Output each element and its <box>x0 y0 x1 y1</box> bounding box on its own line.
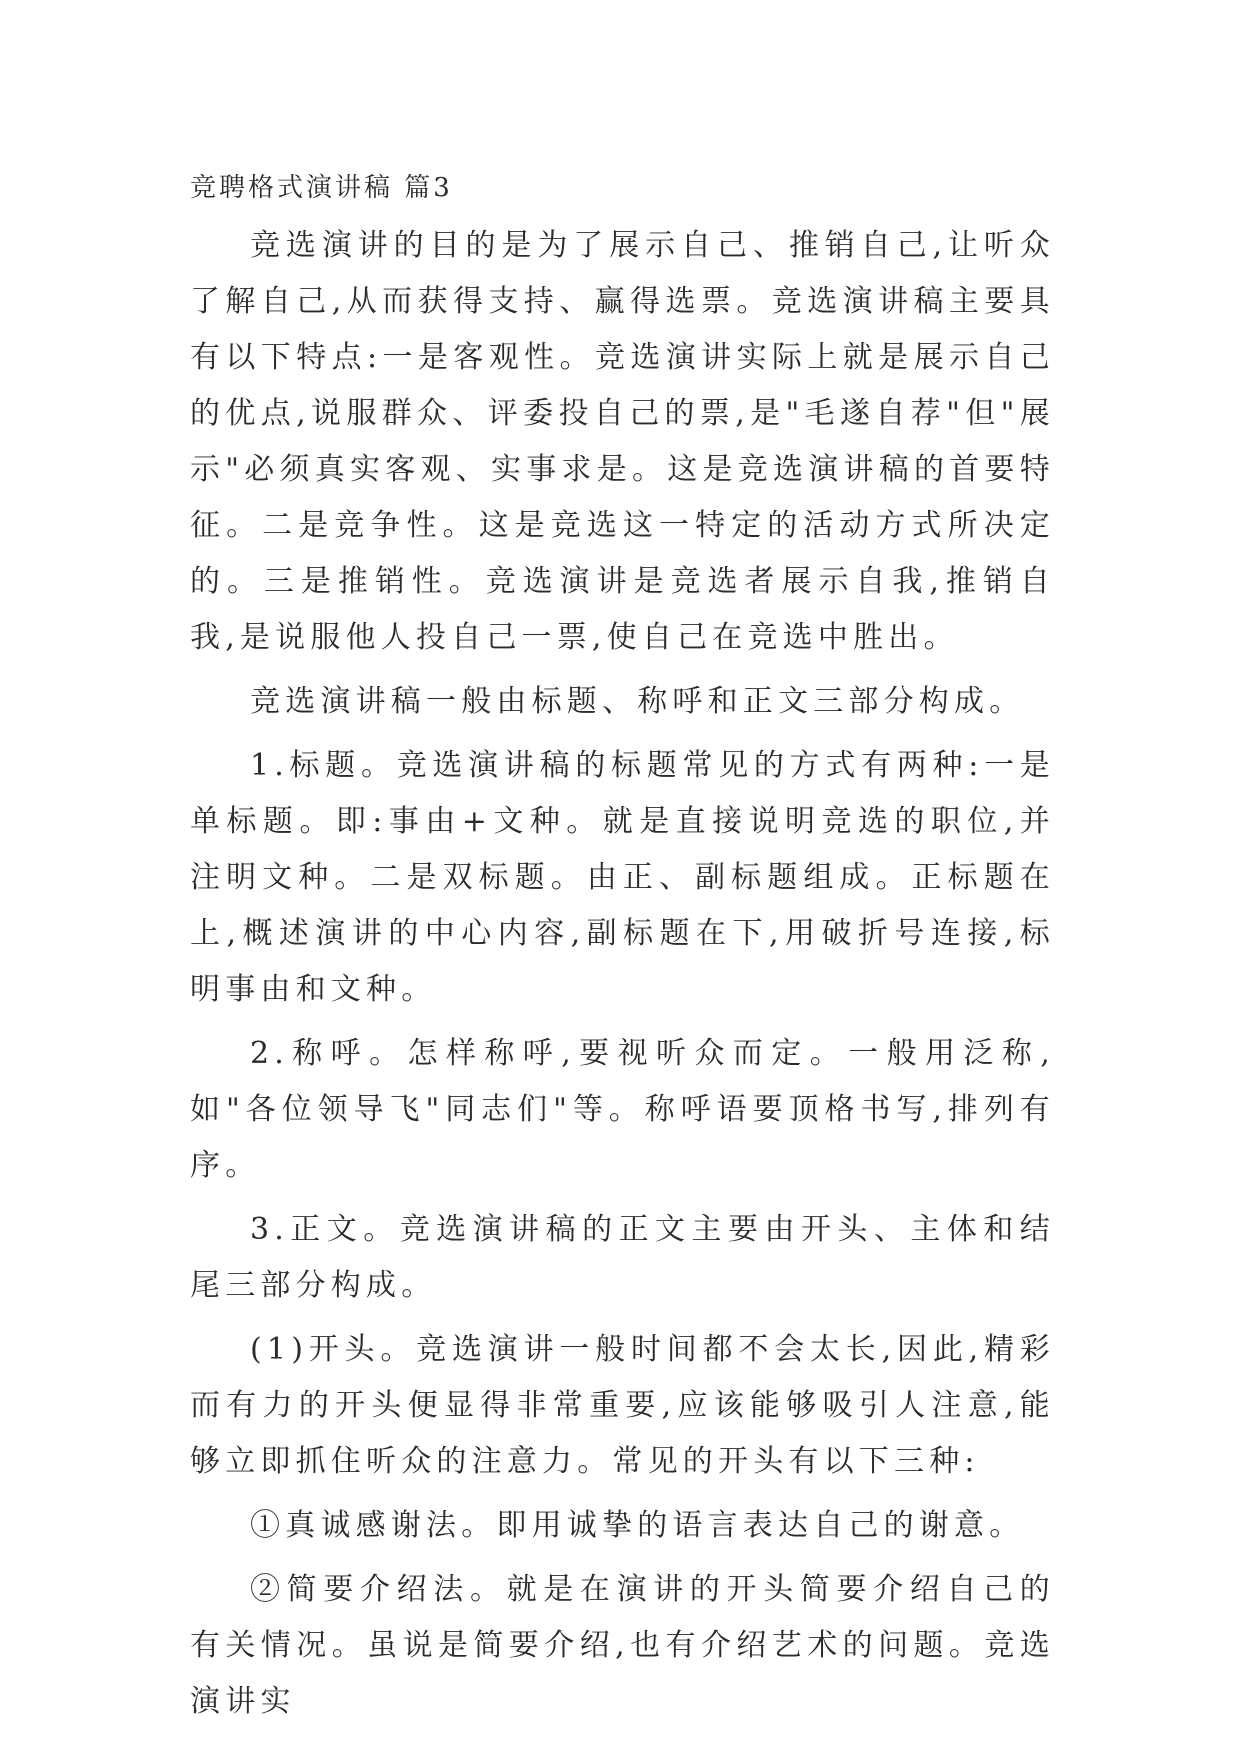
document-body <box>190 166 1055 1738</box>
paragraph-method-introduction: ②简要介绍法。就是在演讲的开头简要介绍自己的有关情况。虽说是简要介绍,也有介绍艺术的问题。竞选演讲实 <box>190 1572 1055 1719</box>
paragraph-intro: 竞选演讲的目的是为了展示自己、推销自己,让听众了解自己,从而获得支持、赢得选票。竞选演讲稿主要具有以下特点:一是客观性。竞选演讲实际上就是展示自己的优点,说服群众、评委投自己的票,是"毛遂自荐"但"展示"必须真实客观、实事求是。这是竞选演讲稿的首要特征。二是竞争性。这是竞选这一特定的活动方式所决定的。三是推销性。竞选演讲是竞选者展示自我,推销自我,是说服他人投自己一票,使自己在竞选中胜出。 <box>190 228 1055 655</box>
paragraph-opening-section: (1)开头。竞选演讲一般时间都不会太长,因此,精彩而有力的开头便显得非常重要,应该能够吸引人注意,能够立即抓住听众的注意力。常见的开头有以下三种: <box>190 1332 1055 1479</box>
paragraph-method-thanks: ①真诚感谢法。即用诚挚的语言表达自己的谢意。 <box>250 1508 1025 1543</box>
paragraph-title-section: 1.标题。竞选演讲稿的标题常见的方式有两种:一是单标题。即:事由+文种。就是直接说明竞选的职位,并注明文种。二是双标题。由正、副标题组成。正标题在上,概述演讲的中心内容,副标题在下,用破折号连接,标明事由和文种。 <box>190 748 1055 1007</box>
paragraph-body-section: 3.正文。竞选演讲稿的正文主要由开头、主体和结尾三部分构成。 <box>190 1212 1055 1303</box>
paragraph-structure: 竞选演讲稿一般由标题、称呼和正文三部分构成。 <box>250 684 1025 719</box>
paragraph-salutation-section: 2.称呼。怎样称呼,要视听众而定。一般用泛称,如"各位领导飞"同志们"等。称呼语要顶格书写,排列有序。 <box>190 1036 1055 1183</box>
document-title: 竞聘格式演讲稿 篇3 <box>190 173 453 203</box>
